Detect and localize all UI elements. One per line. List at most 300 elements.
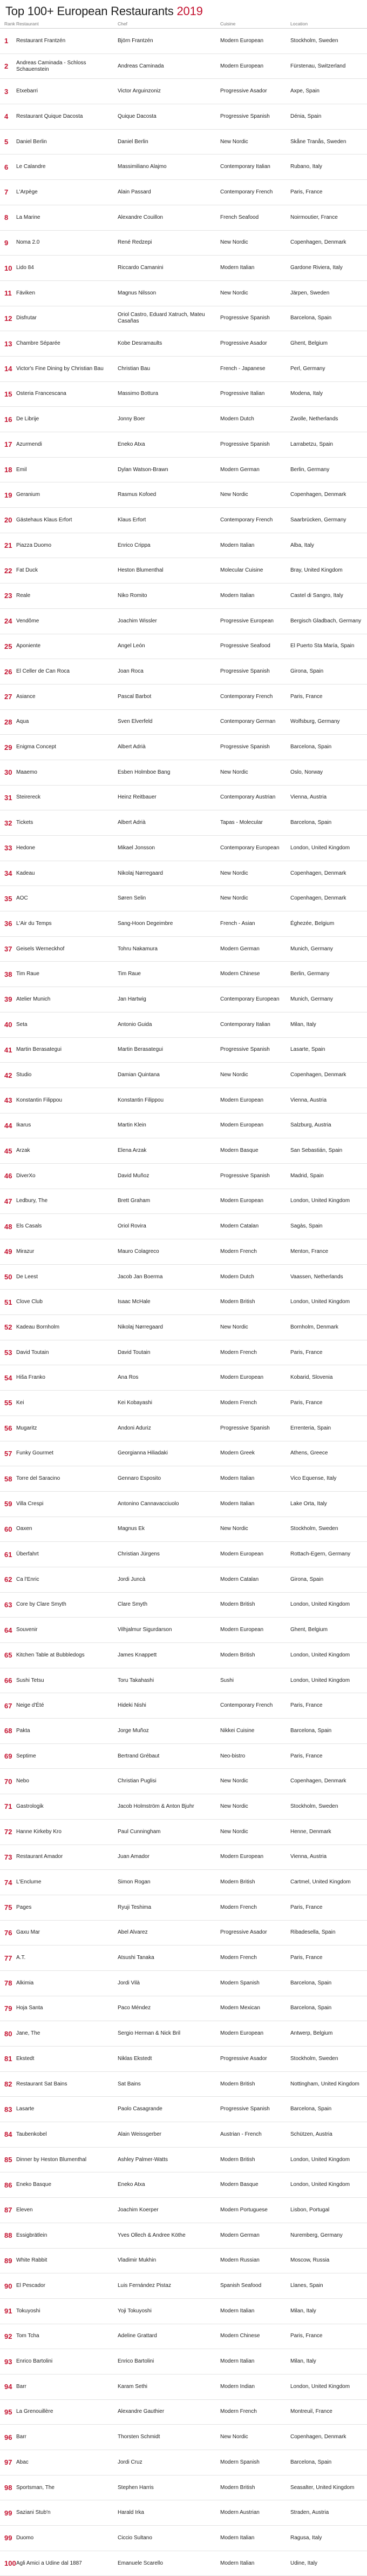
restaurant-name: White Rabbit [16, 2257, 47, 2264]
table-row [0, 231, 367, 256]
rank-number: 52 [4, 1323, 12, 1332]
restaurant-location: Montreuil, France [290, 2409, 332, 2415]
rank-number: 24 [4, 617, 12, 626]
rank-number: 75 [4, 1903, 12, 1912]
restaurant-name: Ledbury, The [16, 1198, 48, 1204]
chef-name: Damian Quintana [118, 1072, 160, 1078]
column-header-restaurant: Restaurant [16, 21, 39, 26]
restaurant-location: Milan, Italy [290, 2307, 316, 2314]
restaurant-name: Abac [16, 2459, 29, 2465]
chef-name: Albert Adrià [118, 744, 146, 750]
restaurant-name: Els Casals [16, 1223, 42, 1230]
cuisine-type: New Nordic [220, 2434, 248, 2440]
cuisine-type: Modern French [220, 1399, 257, 1406]
cuisine-type: Modern Chinese [220, 971, 260, 977]
rank-number: 98 [4, 2484, 12, 2492]
table-row [0, 2198, 367, 2223]
table-row [0, 1668, 367, 1694]
restaurant-location: Copenhagen, Denmark [290, 870, 346, 876]
restaurant-name: Restaurant Frantzén [16, 37, 66, 44]
cuisine-type: Modern British [220, 1879, 255, 1886]
table-row [0, 659, 367, 685]
chef-name: Tim Raue [118, 971, 141, 977]
chef-name: James Knappett [118, 1652, 157, 1658]
restaurant-location: Udine, Italy [290, 2560, 318, 2566]
chef-name: Gennaro Esposito [118, 1475, 161, 1482]
restaurant-name: Sushi Tetsu [16, 1677, 44, 1683]
cuisine-type: Modern British [220, 2081, 255, 2087]
rank-number: 53 [4, 1349, 12, 1357]
cuisine-type: Spanish Seafood [220, 2283, 262, 2289]
chef-name: Niklas Ekstedt [118, 2055, 152, 2062]
chef-name: Dylan Watson-Brawn [118, 466, 168, 473]
cuisine-type: Modern Russian [220, 2257, 260, 2264]
restaurant-location: Barcelona, Spain [290, 2459, 332, 2465]
cuisine-type: Progressive Spanish [220, 315, 270, 321]
chef-name: Bertrand Grébaut [118, 1753, 160, 1759]
table-row [0, 685, 367, 710]
restaurant-location: Noirmoutier, France [290, 214, 338, 220]
restaurant-name: Tim Raue [16, 971, 39, 977]
restaurant-location: Ribadesella, Spain [290, 1929, 336, 1936]
rank-number: 1 [4, 37, 9, 45]
rank-number: 12 [4, 314, 12, 323]
table-row [0, 1618, 367, 1643]
table-row [0, 1340, 367, 1366]
rank-number: 7 [4, 188, 9, 197]
restaurant-name: DiverXo [16, 1172, 36, 1179]
table-row [0, 2400, 367, 2425]
restaurant-location: Éghezée, Belgium [290, 920, 335, 927]
table-row [0, 1820, 367, 1845]
restaurant-name: Septime [16, 1753, 36, 1759]
rank-number: 8 [4, 213, 9, 222]
cuisine-type: Modern Italian [220, 2560, 255, 2566]
table-row [0, 1971, 367, 1996]
restaurant-name: Osteria Francescana [16, 391, 66, 397]
table-row [0, 1441, 367, 1467]
restaurant-name: Fat Duck [16, 567, 38, 574]
restaurant-location: Stockholm, Sweden [290, 2055, 338, 2062]
restaurant-name: Souvenir [16, 1627, 38, 1633]
table-row [0, 2072, 367, 2097]
chef-name: Massimo Bottura [118, 391, 159, 397]
cuisine-type: Modern European [220, 1198, 264, 1204]
table-row [0, 1189, 367, 1215]
rank-number: 83 [4, 2105, 12, 2114]
table-row [0, 1012, 367, 1038]
table-row [0, 1239, 367, 1265]
chef-name: Tohru Nakamura [118, 945, 158, 952]
chef-name: Yves Ollech & Andree Köthe [118, 2232, 186, 2238]
restaurant-location: London, United Kingdom [290, 1299, 350, 1305]
restaurant-location: Stockholm, Sweden [290, 37, 338, 44]
restaurant-location: Nuremberg, Germany [290, 2232, 343, 2238]
restaurant-location: Paris, France [290, 1349, 323, 1356]
rank-number: 41 [4, 1045, 12, 1054]
rank-number: 79 [4, 2004, 12, 2013]
restaurant-name: Restaurant Amador [16, 1854, 63, 1860]
chef-name: Magnus Nilsson [118, 290, 157, 296]
restaurant-name: Mirazur [16, 1248, 35, 1255]
cuisine-type: New Nordic [220, 138, 248, 145]
chef-name: Alain Weissgerber [118, 2131, 161, 2137]
chef-name: Niko Romito [118, 592, 147, 599]
rank-number: 2 [4, 62, 9, 71]
cuisine-type: Modern British [220, 2484, 255, 2491]
restaurant-name: Asiance [16, 693, 36, 700]
cuisine-type: Progressive Spanish [220, 1046, 270, 1053]
restaurant-location: Dénia, Spain [290, 113, 322, 119]
table-row [0, 29, 367, 54]
rank-number: 74 [4, 1878, 12, 1887]
restaurant-location: Wolfsburg, Germany [290, 719, 340, 725]
restaurant-name: Geisels Werneckhof [16, 945, 65, 952]
cuisine-type: Austrian - French [220, 2131, 262, 2137]
restaurant-name: Core by Clare Smyth [16, 1601, 66, 1608]
cuisine-type: Progressive Asador [220, 1929, 267, 1936]
chef-name: Mikael Jonsson [118, 844, 155, 851]
cuisine-type: Contemporary European [220, 996, 280, 1002]
restaurant-location: Milan, Italy [290, 2358, 316, 2365]
restaurant-location: Barcelona, Spain [290, 2106, 332, 2112]
rank-number: 13 [4, 339, 12, 348]
rank-number: 61 [4, 1550, 12, 1559]
restaurant-name: L'Enclume [16, 1879, 42, 1886]
ranking-table [0, 29, 367, 2576]
restaurant-name: Jane, The [16, 2030, 40, 2037]
cuisine-type: French Seafood [220, 214, 259, 220]
chef-name: Antonio Guida [118, 1021, 152, 1028]
cuisine-type: Modern Spanish [220, 2459, 260, 2465]
restaurant-location: Paris, France [290, 2333, 323, 2339]
restaurant-location: Paris, France [290, 1955, 323, 1961]
chef-name: Alexandre Gauthier [118, 2409, 165, 2415]
rank-number: 51 [4, 1298, 12, 1306]
page-title [0, 0, 367, 19]
chef-name: Clare Smyth [118, 1601, 148, 1608]
table-row [0, 205, 367, 231]
chef-name: Kei Kobayashi [118, 1399, 152, 1406]
table-row [0, 1593, 367, 1618]
restaurant-location: Vienna, Austria [290, 1097, 327, 1103]
table-row [0, 2500, 367, 2526]
table-row [0, 2047, 367, 2072]
cuisine-type: Progressive Spanish [220, 2106, 270, 2112]
cuisine-type: Progressive European [220, 618, 274, 624]
restaurant-location: Menton, France [290, 1248, 329, 1255]
rank-number: 65 [4, 1651, 12, 1660]
restaurant-location: Copenhagen, Denmark [290, 2434, 346, 2440]
rank-number: 33 [4, 844, 12, 853]
table-row [0, 1794, 367, 1820]
restaurant-location: Girona, Spain [290, 668, 324, 675]
chef-name: Jacob Jan Boerma [118, 1273, 163, 1280]
cuisine-type: Modern Portuguese [220, 2206, 268, 2213]
rank-number: 6 [4, 163, 9, 171]
restaurant-location: London, United Kingdom [290, 1652, 350, 1658]
chef-name: Toru Takahashi [118, 1677, 154, 1683]
restaurant-name: Geranium [16, 492, 40, 498]
rank-number: 67 [4, 1701, 12, 1710]
restaurant-location: London, United Kingdom [290, 2383, 350, 2390]
restaurant-name: El Celler de Can Roca [16, 668, 70, 675]
cuisine-type: New Nordic [220, 1828, 248, 1835]
cuisine-type: New Nordic [220, 870, 248, 876]
cuisine-type: Modern German [220, 466, 260, 473]
restaurant-name: Gastrologik [16, 1803, 44, 1809]
table-row [0, 1315, 367, 1340]
chef-name: Joan Roca [118, 668, 144, 675]
chef-name: Quique Dacosta [118, 113, 157, 119]
restaurant-location: Bray, United Kingdom [290, 567, 343, 574]
table-row [0, 1492, 367, 1517]
rank-number: 97 [4, 2458, 12, 2467]
chef-name: Massimiliano Alajmo [118, 164, 167, 170]
rank-number: 27 [4, 693, 12, 701]
rank-number: 44 [4, 1121, 12, 1130]
rank-number: 15 [4, 390, 12, 398]
restaurant-location: Vienna, Austria [290, 1854, 327, 1860]
restaurant-name: Neige d'Été [16, 1702, 44, 1709]
rank-number: 99 [4, 2508, 12, 2517]
rank-number: 82 [4, 2080, 12, 2089]
chef-name: Harald Irka [118, 2510, 144, 2516]
restaurant-location: Lake Orta, Italy [290, 1500, 327, 1507]
chef-name: Joachim Wissler [118, 618, 157, 624]
table-row [0, 1214, 367, 1239]
table-row [0, 2021, 367, 2047]
chef-name: Nikolaj Nørregaard [118, 1324, 163, 1330]
cuisine-type: Modern French [220, 1349, 257, 1356]
restaurant-location: Barcelona, Spain [290, 315, 332, 321]
restaurant-name: Torre del Saracino [16, 1475, 60, 1482]
chef-name: Christian Bau [118, 365, 151, 372]
cuisine-type: Nikkei Cuisine [220, 1727, 255, 1734]
chef-name: Victor Arguinzoniz [118, 88, 161, 95]
column-header-rank: Rank [4, 21, 15, 26]
rank-number: 19 [4, 491, 12, 499]
chef-name: Alain Passard [118, 189, 151, 195]
rank-number: 88 [4, 2231, 12, 2240]
chef-name: Oriol Rovira [118, 1223, 146, 1230]
table-row [0, 155, 367, 180]
restaurant-name: Azurmendi [16, 441, 42, 447]
table-row [0, 810, 367, 836]
chef-name: Ryuji Teshima [118, 1904, 152, 1910]
rank-number: 35 [4, 894, 12, 903]
table-row [0, 2349, 367, 2374]
cuisine-type: Modern European [220, 1097, 264, 1103]
table-row [0, 1769, 367, 1794]
cuisine-type: Contemporary French [220, 189, 273, 195]
cuisine-type: Progressive Spanish [220, 744, 270, 750]
restaurant-location: Zwolle, Netherlands [290, 416, 338, 422]
restaurant-location: Lisbon, Portugal [290, 2206, 330, 2213]
chef-name: Paco Méndez [118, 2005, 151, 2011]
cuisine-type: Modern Italian [220, 265, 255, 271]
restaurant-name: Studio [16, 1072, 32, 1078]
table-row [0, 609, 367, 634]
restaurant-name: Piazza Duomo [16, 542, 52, 548]
restaurant-name: Überfahrt [16, 1551, 39, 1558]
chef-name: Christian Jürgens [118, 1551, 160, 1558]
chef-name: Emanuele Scarello [118, 2560, 163, 2566]
cuisine-type: Neo-bistro [220, 1753, 246, 1759]
chef-name: Angel León [118, 643, 145, 649]
chef-name: Alexandre Couillon [118, 214, 163, 220]
rank-number: 37 [4, 945, 12, 954]
chef-name: Esben Holmboe Bang [118, 769, 171, 775]
rank-number: 78 [4, 1979, 12, 1988]
restaurant-name: Ikarus [16, 1122, 31, 1129]
cuisine-type: Modern Indian [220, 2383, 255, 2390]
restaurant-location: Girona, Spain [290, 1576, 324, 1582]
table-row [0, 786, 367, 811]
cuisine-type: Modern German [220, 945, 260, 952]
restaurant-name: De Leest [16, 1273, 38, 1280]
table-row [0, 1038, 367, 1063]
table-row [0, 886, 367, 911]
chef-name: Andreas Caminada [118, 63, 164, 69]
restaurant-name: Alkimia [16, 1980, 34, 1986]
restaurant-name: Martin Berasategui [16, 1046, 62, 1053]
restaurant-location: Vaassen, Netherlands [290, 1273, 343, 1280]
chef-name: Pascal Barbot [118, 693, 152, 700]
restaurant-name: Maaemo [16, 769, 37, 775]
chef-name: Ashley Palmer-Watts [118, 2156, 168, 2163]
chef-name: Jordi Cruz [118, 2459, 142, 2465]
rank-number: 77 [4, 1954, 12, 1962]
restaurant-name: Atelier Munich [16, 996, 51, 1002]
cuisine-type: Modern German [220, 2232, 260, 2238]
chef-name: Abel Alvarez [118, 1929, 148, 1936]
rank-number: 54 [4, 1373, 12, 1382]
restaurant-location: Athens, Greece [290, 1450, 328, 1457]
cuisine-type: New Nordic [220, 290, 248, 296]
table-row [0, 937, 367, 962]
chef-name: Karam Sethi [118, 2383, 148, 2390]
chef-name: Jordi Vilà [118, 1980, 140, 1986]
chef-name: Luis Fernández Pistaz [118, 2283, 171, 2289]
table-row [0, 2172, 367, 2198]
cuisine-type: Contemporary German [220, 719, 276, 725]
table-row [0, 558, 367, 583]
restaurant-name: Fäviken [16, 290, 36, 296]
rank-number: 18 [4, 466, 12, 474]
rank-number: 87 [4, 2206, 12, 2215]
cuisine-type: New Nordic [220, 239, 248, 246]
cuisine-type: Modern European [220, 1122, 264, 1129]
chef-name: Nikolaj Nørregaard [118, 870, 163, 876]
restaurant-location: Kobarid, Slovenia [290, 1374, 333, 1381]
table-row [0, 2526, 367, 2551]
rank-number: 76 [4, 1928, 12, 1937]
rank-number: 100 [4, 2559, 16, 2568]
restaurant-name: AOC [16, 895, 28, 902]
table-row [0, 1365, 367, 1391]
table-row [0, 508, 367, 533]
chef-name: René Redzepi [118, 239, 152, 246]
table-row [0, 760, 367, 786]
table-row [0, 1946, 367, 1971]
cuisine-type: Sushi [220, 1677, 234, 1683]
cuisine-type: Modern European [220, 63, 264, 69]
chef-name: Jorge Muñoz [118, 1727, 149, 1734]
chef-name: Kobe Desramaults [118, 340, 162, 347]
cuisine-type: New Nordic [220, 1803, 248, 1809]
restaurant-name: Restaurant Quique Dacosta [16, 113, 83, 119]
restaurant-name: Seta [16, 1021, 28, 1028]
restaurant-name: Pakta [16, 1727, 30, 1734]
restaurant-location: London, United Kingdom [290, 2182, 350, 2188]
cuisine-type: Progressive Spanish [220, 668, 270, 675]
rank-number: 71 [4, 1802, 12, 1811]
restaurant-location: Vienna, Austria [290, 794, 327, 801]
cuisine-type: Progressive Spanish [220, 441, 270, 447]
chef-name: Søren Selin [118, 895, 146, 902]
restaurant-name: L'Air du Temps [16, 920, 52, 927]
restaurant-location: Paris, France [290, 1904, 323, 1910]
restaurant-name: Ca l'Enric [16, 1576, 39, 1582]
cuisine-type: Tapas - Molecular [220, 820, 263, 826]
chef-name: Thorsten Schmidt [118, 2434, 160, 2440]
chef-name: Heston Blumenthal [118, 567, 164, 574]
table-row [0, 2148, 367, 2173]
table-row [0, 1138, 367, 1164]
restaurant-location: Copenhagen, Denmark [290, 1072, 346, 1078]
restaurant-name: Dinner by Heston Blumenthal [16, 2156, 87, 2163]
table-row [0, 2223, 367, 2249]
chef-name: Klaus Erfort [118, 516, 146, 523]
chef-name: Jacob Holmström & Anton Bjuhr [118, 1803, 194, 1809]
cuisine-type: Modern French [220, 1248, 257, 1255]
cuisine-type: Contemporary Italian [220, 1021, 270, 1028]
restaurant-name: Agli Amici a Udine dal 1887 [16, 2560, 82, 2566]
restaurant-location: Axpe, Spain [290, 88, 320, 95]
rank-number: 92 [4, 2332, 12, 2340]
restaurant-location: Ragusa, Italy [290, 2534, 322, 2541]
rank-number: 80 [4, 2029, 12, 2038]
chef-name: Vladimir Mukhin [118, 2257, 157, 2264]
restaurant-location: Henne, Denmark [290, 1828, 331, 1835]
restaurant-location: Larrabetzu, Spain [290, 441, 333, 447]
restaurant-name: Villa Crespi [16, 1500, 44, 1507]
table-row [0, 1290, 367, 1315]
cuisine-type: Modern British [220, 1652, 255, 1658]
rank-number: 93 [4, 2357, 12, 2366]
rank-number: 66 [4, 1676, 12, 1685]
chef-name: Yoji Tokuyoshi [118, 2307, 152, 2314]
rank-number: 96 [4, 2433, 12, 2441]
table-row [0, 54, 367, 79]
table-row [0, 180, 367, 205]
rank-number: 63 [4, 1600, 12, 1609]
cuisine-type: Modern Catalan [220, 1576, 259, 1582]
cuisine-type: Modern European [220, 1854, 264, 1860]
restaurant-name: Essigbrätlein [16, 2232, 47, 2238]
cuisine-type: Modern Basque [220, 2182, 259, 2188]
chef-name: Andoni Aduriz [118, 1425, 151, 1431]
cuisine-type: Molecular Cuisine [220, 567, 263, 574]
cuisine-type: Progressive Spanish [220, 113, 270, 119]
restaurant-location: Bornholm, Denmark [290, 1324, 338, 1330]
rank-number: 57 [4, 1449, 12, 1458]
cuisine-type: Modern European [220, 1627, 264, 1633]
rank-number: 16 [4, 415, 12, 424]
restaurant-name: Disfrutar [16, 315, 37, 321]
table-row [0, 1542, 367, 1567]
